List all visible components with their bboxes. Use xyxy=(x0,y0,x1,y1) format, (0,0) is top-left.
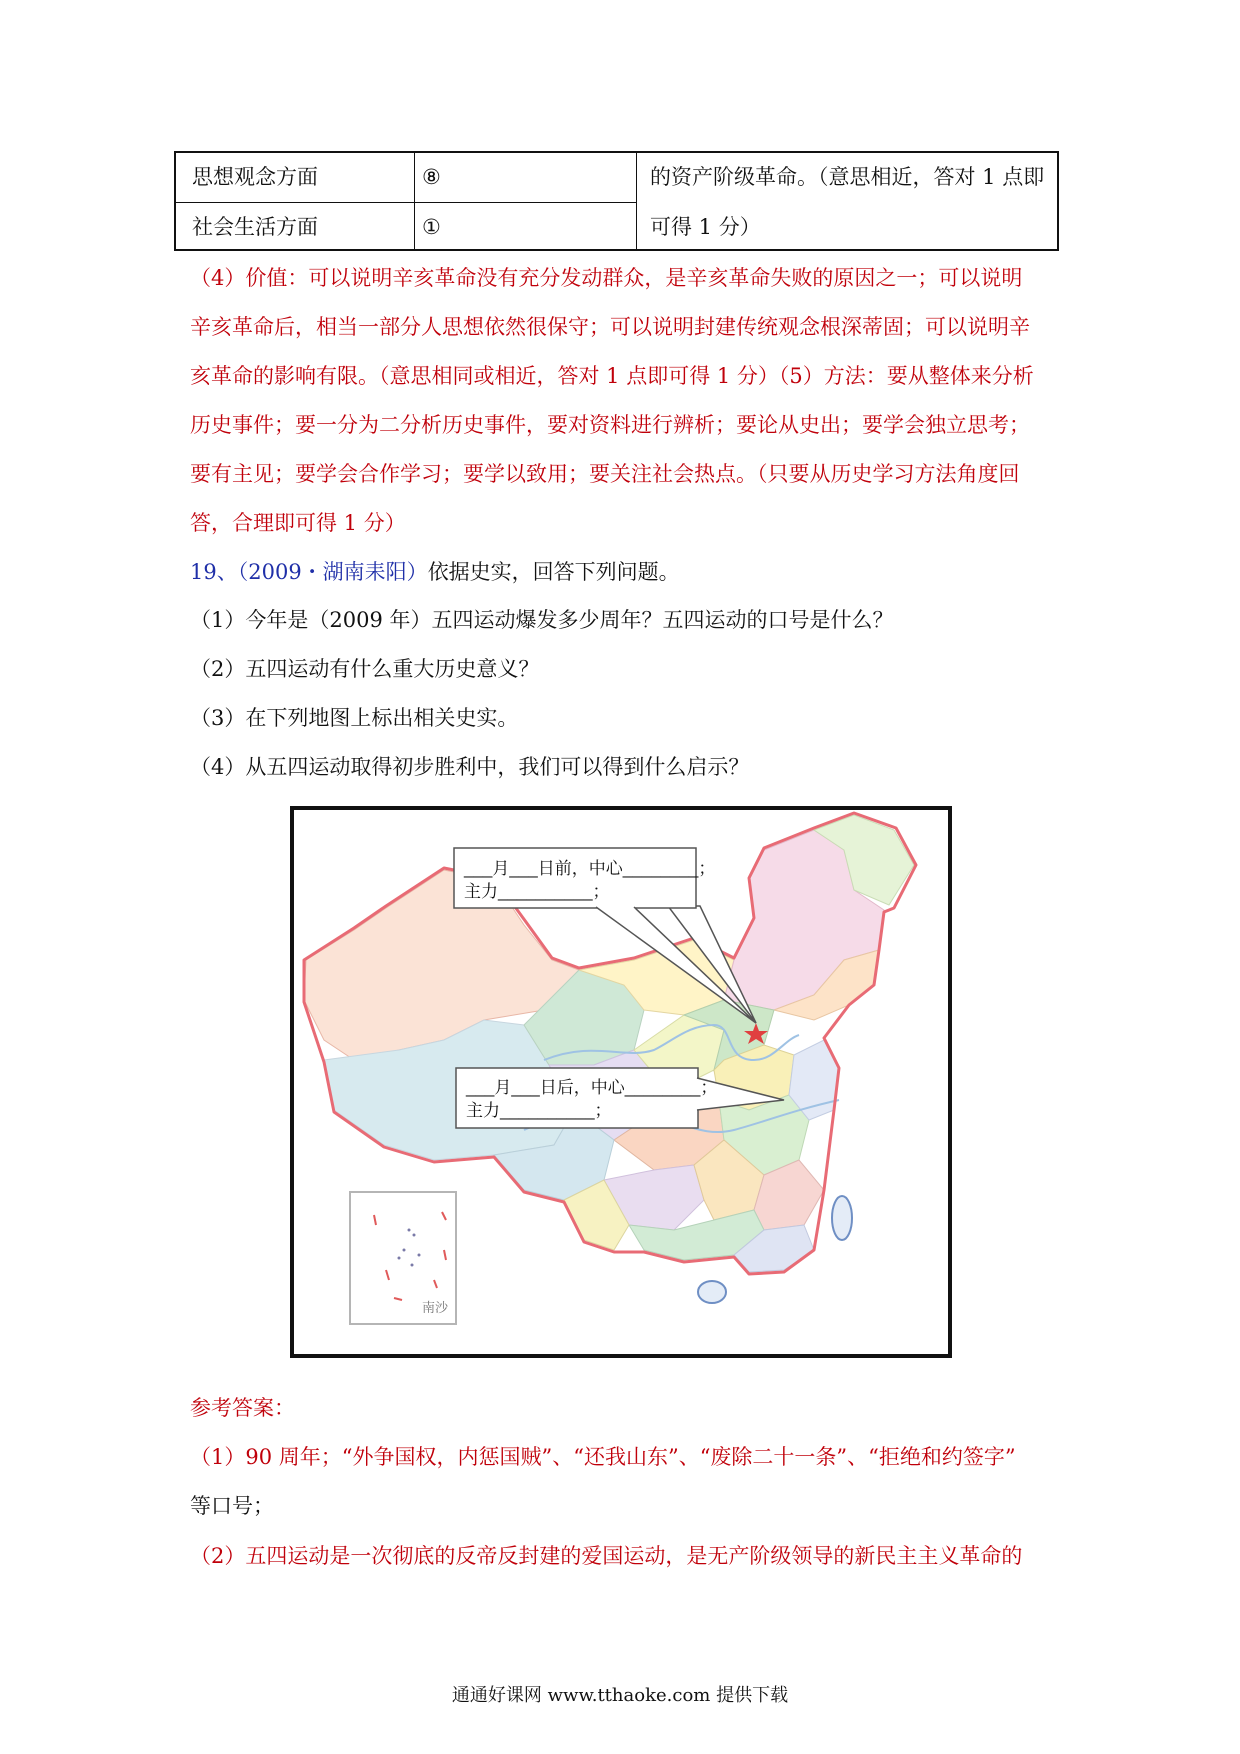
answer-line: 历史事件；要一分为二分析历史事件，要对资料进行辨析；要论从史出；要学会独立思考； xyxy=(190,413,1030,437)
question-item: （1）今年是（2009 年）五四运动爆发多少周年？五四运动的口号是什么？ xyxy=(190,608,894,632)
answer-line: （4）价值：可以说明辛亥革命没有充分发动群众，是辛亥革命失败的原因之一；可以说明 xyxy=(190,266,1023,290)
answer-table xyxy=(174,151,1059,251)
inset-label: 南沙 xyxy=(422,1300,449,1315)
answer-paragraph xyxy=(190,254,1070,548)
table-cell-mark: ① xyxy=(422,215,441,239)
callout-before-line2: 主力__________； xyxy=(464,882,610,901)
callout-before-line1: ___月___日前，中心________； xyxy=(464,859,716,878)
reference-answer-line: （1）90 周年；“外争国权，内惩国贼”、“还我山东”、“废除二十一条”、“拒绝和约签字” xyxy=(190,1445,1016,1469)
table-divider xyxy=(414,153,415,249)
reference-answer-line: （2）五四运动是一次彻底的反帝反封建的爱国运动，是无产阶级领导的新民主主义革命的 xyxy=(190,1544,1023,1568)
question-item: （3）在下列地图上标出相关史实。 xyxy=(190,706,519,730)
answer-line: 要有主见；要学会合作学习；要学以致用；要关注社会热点。（只要从历史学习方法角度回 xyxy=(190,462,1020,486)
table-cell-merged-line: 的资产阶级革命。（意思相近，答对 1 点即 xyxy=(650,165,1045,189)
table-cell-aspect: 思想观念方面 xyxy=(192,165,318,189)
table-divider xyxy=(176,202,636,203)
table-cell-merged-line: 可得 1 分） xyxy=(650,215,761,239)
answer-line: 亥革命的影响有限。（意思相同或相近，答对 1 点即可得 1 分）（5）方法：要从整体来分析 xyxy=(190,364,1034,388)
question-item: （4）从五四运动取得初步胜利中，我们可以得到什么启示？ xyxy=(190,755,750,779)
table-cell-mark: ⑧ xyxy=(422,165,441,189)
page-footer: 通通好课网 www.tthaoke.com 提供下载 xyxy=(451,1685,789,1706)
south-sea-inset xyxy=(350,1192,456,1324)
question-heading xyxy=(190,556,680,586)
question-number: 19、 xyxy=(190,560,238,584)
table-divider xyxy=(636,153,637,249)
map-graphic xyxy=(294,810,948,1354)
hainan-island xyxy=(698,1281,726,1303)
question-source: （2009・湖南耒阳） xyxy=(237,560,428,584)
table-cell-aspect: 社会生活方面 xyxy=(192,215,318,239)
china-map xyxy=(290,806,952,1358)
callout-after-line2: 主力__________； xyxy=(466,1101,612,1120)
question-item: （2）五四运动有什么重大历史意义？ xyxy=(190,657,540,681)
question-prompt: 依据史实，回答下列问题。 xyxy=(427,560,680,584)
answer-line: 辛亥革命后，相当一部分人思想依然很保守；可以说明封建传统观念根深蒂固；可以说明辛 xyxy=(190,315,1030,339)
callout-after-line1: ___月___日后，中心________； xyxy=(466,1078,718,1097)
answer-line: 答，合理即可得 1 分） xyxy=(190,511,406,535)
taiwan-island xyxy=(832,1196,852,1240)
reference-answer-line: 等口号； xyxy=(190,1494,274,1518)
reference-heading: 参考答案： xyxy=(190,1396,295,1420)
